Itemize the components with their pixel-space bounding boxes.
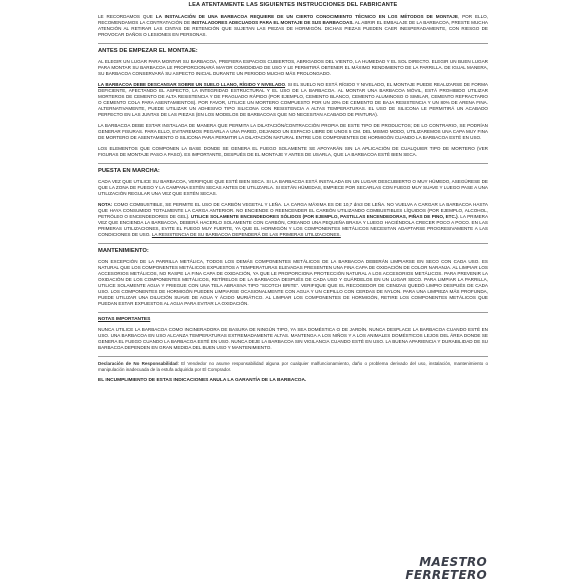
section-heading-puesta-en-marcha: PUESTA EN MARCHA: <box>98 168 160 174</box>
puesta-paragraph-2 <box>98 202 488 238</box>
montaje-paragraph-2 <box>98 82 488 118</box>
mantenimiento-paragraph: CON EXCEPCIÓN DE LA PARRILLA METÁLICA, TODOS LOS DEMÁS COMPONENTES METÁLICOS DE LA BARBACOA DEBERÁN LIMPIARSE EN SECO CON CADA USO. ES NATURAL QUE LOS COMPONENTES METÁLICOS EXPUESTOS A TEMPERATURAS ELEVADAS PRESENTEN UNA FINA CAPA DE OXIDACIÓN DE COLOR NARANJA. AL LIMPIAR LOS ACCESORIOS METÁLICOS, NO RASPE LA FINA CAPA DE OXIDACIÓN, YA QUE LE PROPORCIONA PROTECCIÓN NATURAL A LOS ACCESORIOS METÁLICOS. PARA PREVENIR LA OXIDACIÓN DE LOS COMPONENTES METÁLICOS, RETÍRELOS DE LA BARBACOA DESPUÉS DE CADA USO Y GUÁRDELOS EN UN LUGAR SECO. PARA LIMPIAR LA PARRILLA, UTILICE SOLAMENTE AGUA Y FRIEGUE CON UNA TELA ABRASIVA TIPO "SCOTCH BRITE". VERIFIQUE QUE EL RECOGEDOR DE CENIZAS QUEDÓ LIMPIO DESPUÉS DE CADA USO. LOS COMPONENTES DE HORMIGÓN PUEDEN LIMPIARSE OCASIONALMENTE CON AGUA Y UN CEPILLO CON CERDAS DE NYLON. PARA UNA LIMPIEZA MÁS PROFUNDA, PUEDE UTILIZAR UNA DILUCIÓN SUAVE DE AGUA Y ÁCIDO MURIÁTICO. AL LIMPIAR LOS COMPONENTES DE HORMIGÓN, RETIRE LOS COMPONENTES METÁLICOS QUE PUEDAN ESTAR EXPUESTOS AL AGUA PARA EVITAR LA OXIDACIÓN. <box>98 259 488 306</box>
divider <box>98 312 488 313</box>
montaje-paragraph-3: LA BARBACOA DEBE ESTAR INSTALADA DE MANERA QUE PERMITA LA DILATACIÓN/CONTRACCIÓN PROPIA DE ESTE TIPO DE PRODUCTOS; DE LO CONTRARIO, SE PODRÍAN GENERAR FISURAS. PARA ELLO, EVITAREMOS PEGARLA A UNA PARED, DEJANDO UN ESPACIO LIBRE DE UNOS 5 CM. DEL MISMO MODO, UTILIZAREMOS UNA CAPA MUY FINA DE MORTERO DE ASENTAMIENTO O SILICONA PARA PERMITIR LA DILATACIÓN NATURAL ENTRE LOS COMPONENTES DE HORMIGÓN CUANDO LA BARBACOA ESTÉ EN USO. <box>98 123 488 140</box>
intro-bold-text-2: INSTALADORES ADECUADOS PARA EL MONTAJE DE SUS BARBACOAS. <box>191 20 354 25</box>
intro-text-mid: , POR ELLO, RECOMENDAMOS LA CONTRATACIÓN DE <box>98 14 488 25</box>
montaje-underlined-text: LA BARBACOA DEBE DESCANSAR SOBRE UN SUELO LLANO, RÍGIDO Y NIVELADO <box>98 82 286 87</box>
intro-paragraph <box>98 14 488 38</box>
section-heading-montaje: ANTES DE EMPEZAR EL MONTAJE: <box>98 48 198 54</box>
intro-bold-text: LA INSTALACIÓN DE UNA BARBACOA REQUIERE DE UN CIERTO CONOCIMIENTO TÉCNICO EN LOS MÉTODOS DE MONTAJE <box>155 14 458 19</box>
page-title: LEA ATENTAMENTE LAS SIGUIENTES INSTRUCCIONES DEL FABRICANTE <box>188 2 398 8</box>
divider <box>98 43 488 44</box>
divider <box>98 163 488 164</box>
section-heading-mantenimiento: MANTENIMIENTO: <box>98 248 149 254</box>
document-body <box>98 14 488 384</box>
puesta-text-a: COMO COMBUSTIBLE, SE PERMITE EL USO DE CARBÓN VEGETAL Y LEÑA. LA CARGA MÁXIMA ES DE 10,7 dm3 DE LEÑA. NO VUELVA A CARGAR LA BARBACOA HASTA QUE HAYA CONSUMIDO TOTALMENTE LA CARGA ANTERIOR. NO ENCIENDE O REENCENDER EL CARBÓN UTILIZANDO COMBUSTIBLES LÍQUIDOS (POR EJEMPLO, ALCOHOL, PETRÓLEO O ENCENDEDORES DE GEL). <box>98 202 488 219</box>
notes-heading: NOTAS IMPORTANTES <box>98 317 151 322</box>
puesta-paragraph-1: CADA VEZ QUE UTILICE SU BARBACOA, VERIFIQUE QUE ESTÉ BIEN SECA. SI LA BARBACOA ESTÁ INSTALADA EN UN LUGAR DESCUBIERTO O MUY HÚMEDO, ASEGÚRESE DE QUE LA ZONA DE FUEGO Y LA CAMPANA ESTÉN SECAS ANTES DE UTILIZARLA. SI ESTÁN HÚMEDAS, EMPIECE POR SECARLAS CON FUEGO MUY SUAVE Y LUEGO PASE A UNA UTILIZACIÓN REGULAR UNA VEZ QUE ESTÉN SECAS. <box>98 179 488 196</box>
puesta-bold-text: UTILICE SOLAMENTE ENCENDEDORES SÓLIDOS (POR EJEMPLO, PASTILLAS ENCENDEDORAS, PIÑAS DE PINO, ETC.) <box>190 214 458 219</box>
intro-text: LE RECORDAMOS QUE <box>98 14 156 19</box>
divider <box>98 356 488 357</box>
intro-text-post: AL ABRIR EL EMBALAJE DE LA BARBACOA, PRESTE MUCHA ATENCIÓN AL RETIRAR LAS CINTAS DE RETENCIÓN QUE SUJETAN LAS PIEZAS DE HORMIGÓN. DICHAS PIEZAS PUEDEN CAER INESPERADAMENTE, CON RIESGO DE PROVOCAR DAÑOS O LESIONES EN PERSONAS. <box>98 20 488 37</box>
puesta-underlined-text: LA RESISTENCIA DE SU BARBACOA DEPENDERÁ DE LAS PRIMERAS UTILIZACIONES. <box>151 232 341 237</box>
disclaimer-label: Declaración de No Responsabilidad <box>98 361 178 366</box>
montaje-text: . SI EL SUELO NO ESTÁ RÍGIDO Y NIVELADO, EL MONTAJE PUEDE REALIZARSE DE FORMA DEFICIENTE, AFECTANDO EL ASPECTO, LA INTEGRIDAD ESTRUCTURAL Y EL USO DE LA BARBACOA. AL MONTAR UNA BARBACOA MÓVIL, ESTÁ PROHIBIDO UTILIZAR MORTEROS DE CEMENTO DE ALTA RESISTENCIA Y DE FRAGUADO RÁPIDO (POR EJEMPLO, CEMENTO BLANCO, CEMENTO ALUMINOSO O SIMILAR, CEMENTO REFRACTARIO O CEMENTO COLA PARA ASENTAMIENTOS). POR FAVOR, UTILICE UN MORTERO COMPUESTO POR UN 20% DE CEMENTO DE BAJA RESISTENCIA Y UN 80% DE ARENA FINA. ALTERNATIVAMENTE, PUEDE UTILIZAR UN ADHESIVO TIPO SILICONA CON RESISTENCIA A ALTAS TEMPERATURAS. EL USO DE SILICONA LE PERMITIRÁ UN ACABADO PERFECTO EN LAS JUNTAS DE LAS PIEZAS (EN LOS MODELOS DE BARBACOAS QUE NO NECESITAN ACABADO DE PINTURA). <box>98 82 488 117</box>
disclaimer-text: : El Vendedor no asume responsabilidad alguna por cualquier malfuncionamiento, daño o problema derivado del uso, instalación, mantenimiento o manipulación inadecuada de la estufa adquirida por El Comprador. <box>98 361 489 372</box>
disclaimer <box>98 361 488 372</box>
puesta-text-c: . LA PRIMERA VEZ QUE ENCIENDA LA BARBACOA, DEBERÁ HACERLO SOLAMENTE CON CARBÓN, CREANDO UNA PEQUEÑA BRASA Y LUEGO HACIÉNDOLA CRECER POCO A POCO. EN LAS PRIMERAS UTILIZACIONES, EVITE EL FUEGO MUY FUERTE, YA QUE EL HORMIGÓN Y LOS COMPONENTES METÁLICOS NECESITAN ADAPTARSE PROGRESIVAMENTE A LAS CONDICIONES DE USO. <box>98 214 489 237</box>
montaje-paragraph-4: LOS ELEMENTOS QUE COMPONEN LA BASE DONDE SE GENERA EL FUEGO SOLAMENTE SE APOYARÁN SIN LA APLICACIÓN DE CUALQUIER TIPO DE MORTERO (VER FIGURAS DE MONTAJE PASO A PASO). ES IMPORTANTE, DESPUÉS DE EL MONTAJE Y ANTES DE USARLA, QUE LA BARBACOA ESTÉ BIEN SECA. <box>98 146 488 157</box>
logo-line-1: MAESTRO <box>419 555 487 569</box>
logo-line-2: FERRETERO <box>405 568 487 582</box>
notes-paragraph: NUNCA UTILICE LA BARBACOA COMO INCINERADORA DE BASURA DE NINGÚN TIPO, YA SEA DOMÉSTICA O DE JARDÍN. NUNCA DESPLACE LA BARBACOA CUANDO ESTÉ EN USO. UNA BARBACOA EN USO ALCANZA TEMPERATURAS EXTREMADAMENTE ALTAS. MANTENGA A LOS NIÑOS Y A LOS ANIMALES DOMÉSTICOS LEJOS DEL ÁREA DONDE SE GENERA EL FUEGO CUANDO LA BARBACOA ESTÉ EN USO. NUNCA DEJE LA BARBACOA SIN VIGILANCIA CUANDO ESTÉ EN USO. LA BUENA APARIENCIA Y DURABILIDAD DE SU BARBACOA DEPENDEN EN GRAN MEDIDA DEL BUEN USO Y MANTENIMIENTO. <box>98 327 488 350</box>
brand-logo <box>405 556 487 582</box>
divider <box>98 243 488 244</box>
nota-label: NOTA: <box>98 202 113 207</box>
montaje-paragraph-1: AL ELEGIR UN LUGAR PARA MONTAR SU BARBACOA, PREFIERA ESPACIOS CUBIERTOS, ABRIGADOS DEL VIENTO, LA HUMEDAD Y EL SOL DIRECTO. ELEGIR UN BUEN LUGAR PARA MONTAR SU BARBACOA LE PROPORCIONARÁ MAYOR COMODIDAD DE USO Y LE PERMITIRÁ OBTENER EL MÁXIMO RENDIMIENTO DE LA PARRILLA. DE IGUAL MANERA, SU BARBACOA CONSERVARÁ SU ASPECTO INICIAL DURANTE UN PERIODO MUCHO MÁS PROLONGADO. <box>98 59 488 76</box>
warranty-notice: EL INCUMPLIMIENTO DE ESTAS INDICACIONES ANULA LA GARANTÍA DE LA BARBACOA. <box>98 378 307 384</box>
